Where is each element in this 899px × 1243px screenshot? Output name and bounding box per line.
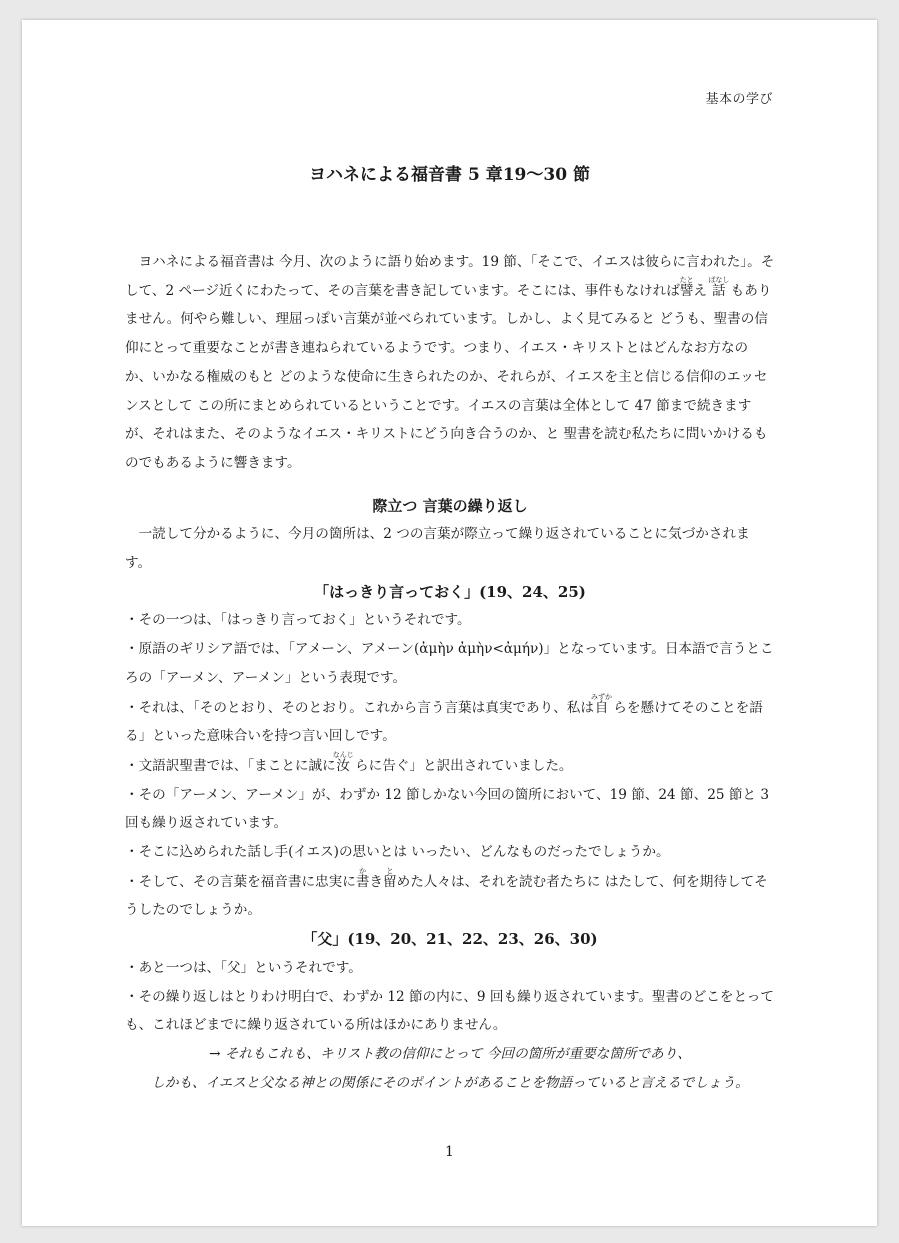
bullet-item: ・文語訳聖書では、「まことに誠に汝なんじ らに告ぐ」と訳出されていました。 (125, 750, 573, 774)
header-label: 基本の学び (705, 92, 773, 107)
ruby-banashi: 話ばなし (708, 275, 730, 299)
conclusion-line-1: → それもこれも、キリスト教の信仰にとって 今回の箇所が重要な箇所であり、 (209, 1045, 691, 1062)
bullet-item: ・それは、「そのとおり、そのとおり。これから言う言葉は真実であり、私は自みずか らを懸けてそのことを語る」といった意味合いを持つ言い回しです。 (125, 692, 763, 745)
page-number: 1 (445, 1144, 454, 1160)
bullet-item: ・その繰り返しはとりわけ明白で、わずか 12 節の内に、9 回も繰り返されています。聖書のどこをとっても、これほどまでに繰り返されている所はほかにありません。 (125, 988, 774, 1034)
subsection-heading-amen: 「はっきり言っておく」(19、24、25) (314, 582, 586, 601)
document-body (125, 248, 775, 1097)
ruby-nanji: 汝なんじ (332, 750, 354, 774)
conclusion-line-2: しかも、イエスと父なる神との関係にそのポイントがあることを物語っていると言えるでしょう。 (151, 1074, 749, 1091)
document-page (22, 20, 877, 1226)
bullet-item: ・あと一つは、「父」というそれです。 (125, 959, 362, 976)
intro-paragraph: ヨハネによる福音書は 今月、次のように語り始めます。19 節、「そこで、イエスは彼らに言われた」。そして、2 ページ近くにわたって、その言葉を書き記しています。そこには、事件もなければ譬たとえ 話ばなし もありません。何やら難しい、理屈っぽい言葉が並べられています。しかし、よく見てみると どうも、聖書の信仰にとって重要なことが書き連ねられているようです。つまり、イエス・キリストとはどんなお方なのか、いかなる権威のもと どのような使命に生きられたのか、それらが、イエスを主と信じる信仰のエッセンスとして この所にまとめられているということです。イエスの言葉は全体として 47 節まで続きますが、それはまた、そのようなイエス・キリストにどう向き合うのか、と 聖書を読む私たちに問いかけるものでもあるように響きます。 (125, 254, 775, 471)
bullet-item: ・その「アーメン、アーメン」が、わずか 12 節しかない今回の箇所において、19 節、24 節、25 節と 3 回も繰り返されています。 (125, 786, 769, 832)
ruby-mizuka: 自みずか (590, 692, 612, 716)
ruby-tatoe: 譬たと (679, 275, 694, 299)
bullet-item: ・そこに込められた話し手(イエス)の思いとは いったい、どんなものだったでしょうか。 (125, 844, 670, 861)
bullet-item: ・そして、その言葉を福音書に忠実に書かき留とめた人々は、それを読む者たちに はたして、何を期待してそうしたのでしょうか。 (125, 866, 768, 919)
section-intro: 一読して分かるように、今月の箇所は、2 つの言葉が際立って繰り返されていることに気づかされます。 (125, 526, 750, 572)
intro-text-1: ヨハネによる福音書は 今月、次のように語り始めます。19 節、「そこで、イエスは彼らに言われた」。そして、2 ページ近くにわたって、その言葉を書き記しています。そこには、事件もなければ (125, 254, 775, 299)
section-heading: 際立つ 言葉の繰り返し (372, 496, 528, 515)
subsection-heading-father: 「父」(19、20、21、22、23、26、30) (302, 930, 598, 949)
document-title: ヨハネによる福音書 5 章19〜30 節 (309, 165, 590, 185)
ruby-to: 留と (383, 866, 397, 890)
bullet-item: ・その一つは、「はっきり言っておく」というそれです。 (125, 612, 471, 629)
intro-text-2: もありません。何やら難しい、理屈っぽい言葉が並べられています。しかし、よく見てみると どうも、聖書の信仰にとって重要なことが書き連ねられているようです。つまり、イエス・キリストとはどんなお方なのか、いかなる権威のもと どのような使命に生きられたのか、それらが、イエスを主と信じる信仰のエッセンスとして この所にまとめられているということです。イエスの言葉は全体として 47 節まで続きますが、それはまた、そのようなイエス・キリストにどう向き合うのか、と 聖書を読む私たちに問いかけるものでもあるように響きます。 (125, 282, 772, 471)
bullet-item: ・原語のギリシア語では、「アメーン、アメーン(ἀμὴν ἀμὴν<ἀμήν)」となっています。日本語で言うところの「アーメン、アーメン」という表現です。 (125, 641, 774, 686)
ruby-ka: 書か (355, 866, 370, 890)
